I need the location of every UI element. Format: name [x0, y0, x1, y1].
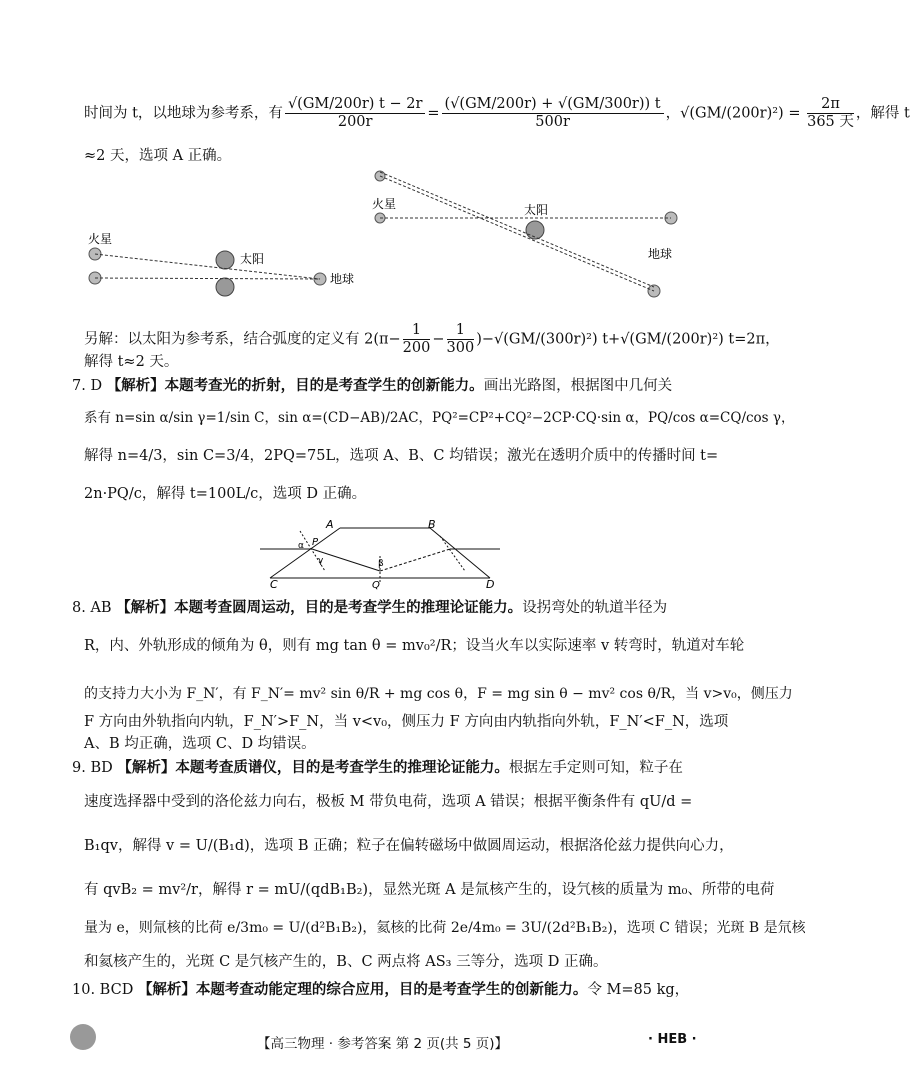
label-sun-2: 太阳 [524, 203, 549, 217]
q8-line2: R，内、外轨形成的倾角为 θ，则有 mg tan θ = mv₀²/R；设当火车以实际速率 v 转弯时，轨道对车轮 [84, 638, 745, 654]
svg-text:B: B [428, 518, 436, 531]
svg-text:γ: γ [318, 556, 324, 566]
footer-code: · HEB · [648, 1032, 697, 1047]
line-4 [380, 176, 654, 291]
sec6-alt-line1: 另解：以太阳为参考系，结合弧度的定义有 2(π− $\frac{1}{200}$ − $\frac{1}{300}$ )−√(GM/(300r)²) t+√(GM/(200r)²) t=2π， [84, 322, 780, 356]
sun-dot-3 [526, 221, 544, 239]
publisher-logo-icon [70, 1024, 96, 1050]
q7-line3: 解得 n=4/3，sin C=3/4，2PQ=75L，选项 A、B、C 均错误；激光在透明介质中的传播时间 t= [84, 448, 719, 464]
svg-text:α: α [298, 541, 304, 551]
q7-line1: 7. D 【解析】本题考查光的折射，目的是考查学生的创新能力。画出光路图，根据图中几何关 [72, 378, 673, 394]
q9-line4: 有 qvB₂ = mv²/r，解得 r = mU/(qdB₁B₂)，显然光斑 A 是氚核产生的，设氕核的质量为 m₀、所带的电荷 [84, 882, 775, 898]
q10-line1: 10. BCD 【解析】本题考查动能定理的综合应用，目的是考查学生的创新能力。令 M=85 kg， [72, 982, 690, 998]
footer-page-info: 【高三物理 · 参考答案 第 2 页(共 5 页)】 [257, 1036, 509, 1052]
q8-line4: F 方向由外轨指向内轨，F_N′>F_N，当 v<v₀，侧压力 F 方向由内轨指向外轨，F_N′<F_N，选项 [84, 714, 729, 730]
orbit-figure-left [80, 230, 360, 300]
edge-ca [270, 528, 340, 578]
sec6-line1: 时间为 t，以地球为参考系，有 $\frac{√(GM/200r) t - 2r}{200r}$ = $\frac{(√(GM/200r) + √(GM/300r)) t}{500r}$ ，√(GM/(200r)²) = $\frac{2\pi}{\text{365 天}}$ ，解得 t [84, 96, 910, 130]
orbit-figure-right [360, 160, 690, 300]
sec6-alt-line2: 解得 t≈2 天。 [84, 354, 179, 370]
formula-frac-2: $\frac{(√(GM/200r) + √(GM/300r)) t}{500r}$ [442, 96, 664, 131]
formula-frac-3: $\frac{2\pi}{\text{365 天}}$ [807, 96, 854, 130]
q9-line3: B₁qv，解得 v = U/(B₁d)，选项 B 正确；粒子在偏转磁场中做圆周运动，根据洛伦兹力提供向心力， [84, 838, 734, 854]
q7-line4: 2n·PQ/c，解得 t=100L/c，选项 D 正确。 [84, 486, 367, 502]
svg-text:D: D [486, 578, 495, 591]
line-1 [95, 254, 320, 279]
line-5 [380, 172, 654, 287]
q9-line1: 9. BD 【解析】本题考查质谱仪，目的是考查学生的推理论证能力。根据左手定则可知，粒子在 [72, 760, 683, 776]
svg-text:A: A [326, 518, 334, 531]
q9-line2: 速度选择器中受到的洛伦兹力向右，极板 M 带负电荷，选项 A 错误；根据平衡条件有 qU/d = [84, 794, 693, 810]
ray-reflect [380, 549, 450, 571]
sun-dot [216, 251, 234, 269]
label-mars: 火星 [88, 232, 113, 246]
sec6-line2: ≈2 天，选项 A 正确。 [84, 148, 232, 164]
q8-line5: A、B 均正确，选项 C、D 均错误。 [84, 736, 316, 752]
edge-bd [430, 528, 490, 578]
sun-dot-2 [216, 278, 234, 296]
label-earth: 地球 [330, 272, 355, 286]
page-footer [0, 1030, 764, 1054]
svg-text:C: C [270, 578, 278, 591]
q8-line1: 8. AB 【解析】本题考查圆周运动，目的是考查学生的推理论证能力。设拐弯处的轨道半径为 [72, 600, 668, 616]
label-sun: 太阳 [240, 252, 265, 266]
svg-text:P: P [312, 537, 319, 548]
q8-line3: 的支持力大小为 F_N′，有 F_N′= mv² sin θ/R + mg cos θ，F = mg sin θ − mv² cos θ/R，当 v>v₀，侧压力 [84, 686, 793, 702]
sec6-text: 时间为 t，以地球为参考系，有 [84, 105, 283, 122]
q9-line6: 和氦核产生的，光斑 C 是氕核产生的，B、C 两点将 AS₃ 三等分，选项 D 正确。 [84, 954, 608, 970]
label-earth-2: 地球 [648, 247, 673, 261]
svg-text:β: β [378, 559, 384, 569]
label-mars-2: 火星 [372, 197, 397, 211]
line-2 [95, 278, 320, 279]
svg-text:Q: Q [372, 580, 380, 591]
prism-figure [260, 516, 510, 591]
formula-frac-1: $\frac{√(GM/200r) t - 2r}{200r}$ [285, 96, 425, 131]
q7-line2: 系有 n=sin α/sin γ=1/sin C，sin α=(CD−AB)/2AC，PQ²=CP²+CQ²−2CP·CQ·sin α，PQ/cos α=CQ/cos γ， [84, 410, 795, 426]
q9-line5: 量为 e，则氚核的比荷 e/3m₀ = U/(d²B₁B₂)，氦核的比荷 2e/4m₀ = 3U/(2d²B₁B₂)，选项 C 错误；光斑 B 是氘核 [84, 920, 806, 936]
